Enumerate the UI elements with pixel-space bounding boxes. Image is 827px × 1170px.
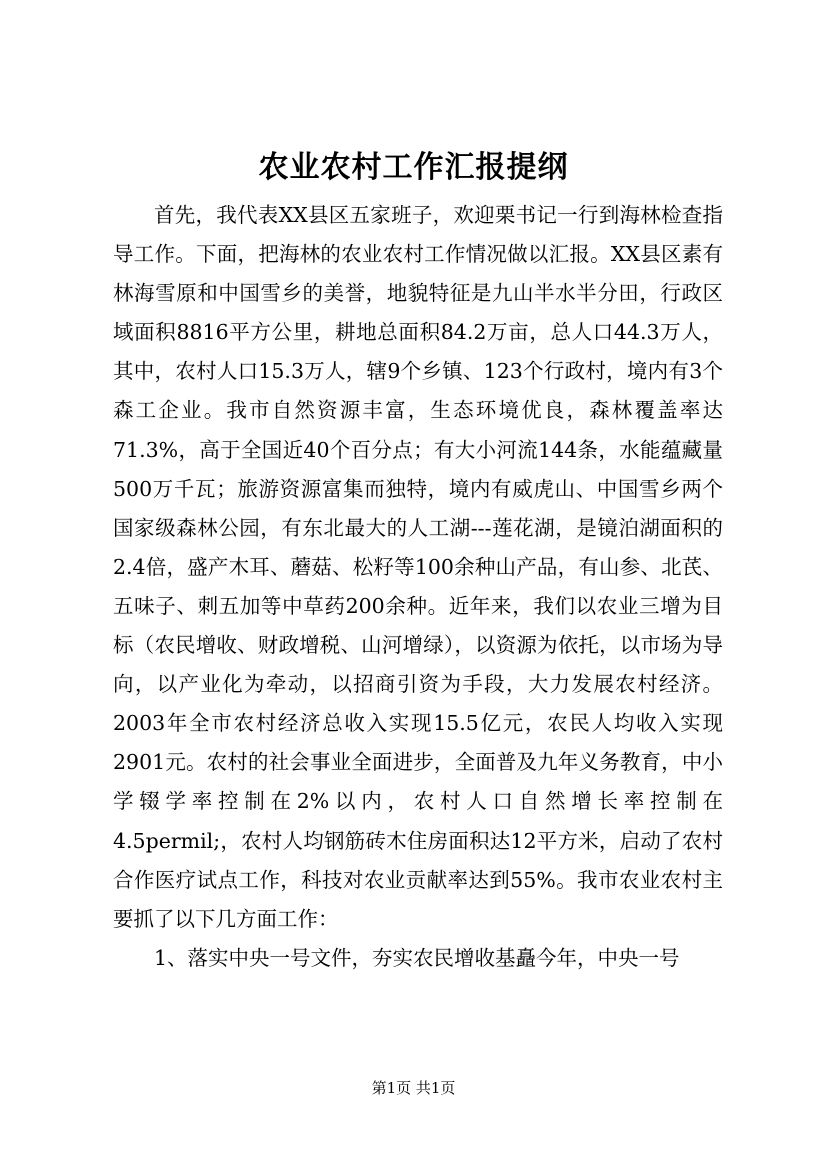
document-body (113, 196, 723, 978)
paragraph-section-1: 1、落实中央一号文件，夯实农民增收基矗今年，中央一号 (154, 945, 680, 970)
page-footer: 第1页 共1页 (371, 1079, 456, 1097)
document-title: 农业农村工作汇报提纲 (258, 150, 569, 185)
paragraph-intro: 首先，我代表XX县区五家班子，欢迎栗书记一行到海林检查指导工作。下面，把海林的农业农村工作情况做以汇报。XX县区素有林海雪原和中国雪乡的美誉，地貌特征是九山半水半分田，行政区域面积8816平方公里，耕地总面积84.2万亩，总人口44.3万人，其中，农村人口15.3万人，辖9个乡镇、123个行政村，境内有3个森工企业。我市自然资源丰富，生态环境优良，森林覆盖率达71.3%，高于全国近40个百分点；有大小河流144条，水能蕴藏量500万千瓦；旅游资源富集而独特，境内有威虎山、中国雪乡两个国家级森林公园，有东北最大的人工湖---莲花湖，是镜泊湖面积的2.4倍，盛产木耳、蘑菇、松籽等100余种山产品，有山参、北芪、五味子、刺五加等中草药200余种。近年来，我们以农业三增为目标（农民增收、财政增税、山河增绿），以资源为依托，以市场为导向，以产业化为牵动，以招商引资为手段，大力发展农村经济。2003年全市农村经济总收入实现15.5亿元，农民人均收入实现2901元。农村的社会事业全面进步，全面普及九年义务教育，中小学辍学率控制在2%以内，农村人口自然增长率控制在4.5permil;，农村人均钢筋砖木住房面积达12平方米，启动了农村合作医疗试点工作，科技对农业贡献率达到55%。我市农业农村主要抓了以下几方面工作： (113, 203, 723, 931)
